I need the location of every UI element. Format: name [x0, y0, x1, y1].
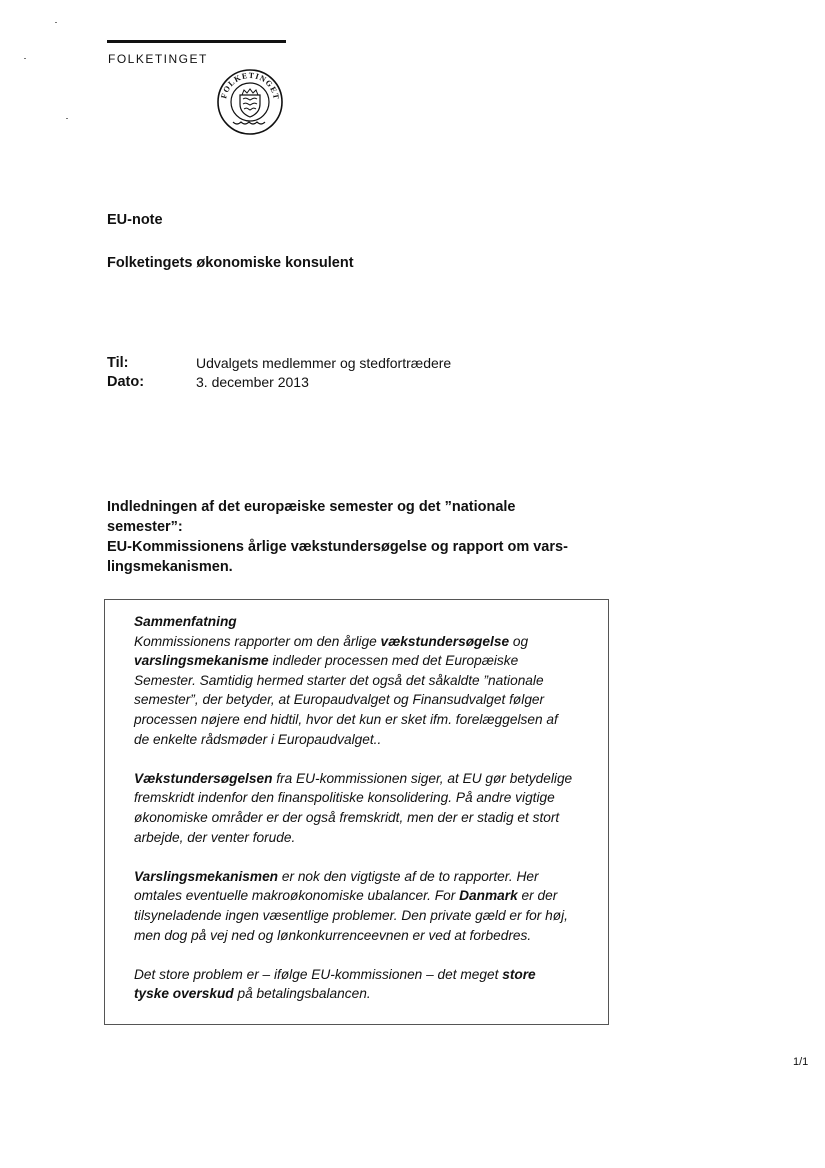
- subject-line-3: lingsmekanismen.: [107, 559, 233, 575]
- emphasized-text: store tyske overskud: [134, 966, 536, 1002]
- scan-speck: [66, 118, 68, 119]
- summary-heading: Sammenfatning: [134, 614, 237, 629]
- date-label: Dato:: [107, 374, 145, 390]
- body-text: Det store problem er – ifølge EU-kommissionen – det meget: [134, 966, 503, 982]
- body-text: indleder processen med det Europæiske Semester. Samtidig hermed starter det også det såkaldte ”nationale semester”, der betyder, at Europaudvalget og Finansudvalget følger processen nøjere end hidtil, hvor det kun er sket ifm. forelæggelsen af de enkelte rådsmøder i Europaudvalget..: [134, 653, 558, 747]
- date-value: 3. december 2013: [196, 374, 309, 390]
- subject-line-2: EU-Kommissionens årlige vækstundersøgelse og rapport om vars-: [107, 539, 568, 555]
- body-text: Kommissionens rapporter om den årlige: [134, 633, 381, 649]
- subject-line-1: Indledningen af det europæiske semester og det ”nationale semester”:: [107, 499, 516, 535]
- emphasized-text: Danmark: [459, 888, 518, 904]
- page-number: 1/1: [793, 1056, 809, 1068]
- header-rule: [107, 40, 286, 43]
- summary-paragraph-4: [134, 965, 574, 1004]
- subject-heading: [107, 497, 587, 577]
- summary-paragraph-2: [134, 769, 574, 847]
- summary-box: [104, 599, 609, 1025]
- emphasized-text: Varslingsmekanismen: [134, 868, 279, 884]
- summary-paragraph-3: [134, 867, 574, 945]
- note-type-heading: EU-note: [107, 212, 163, 228]
- to-value: Udvalgets medlemmer og stedfortrædere: [196, 355, 452, 371]
- body-text: er der tilsyneladende ingen væsentlige problemer. Den private gæld er for høj, men dog på vej ned og lønkonkurrenceevnen er ved at forbedres.: [134, 888, 568, 943]
- emphasized-text: vækstundersøgelse: [380, 633, 510, 649]
- body-text: og: [509, 633, 529, 649]
- emphasized-text: Vækstundersøgelsen: [134, 770, 273, 786]
- to-label: Til:: [107, 355, 129, 371]
- sender-heading: Folketingets økonomiske konsulent: [107, 255, 354, 271]
- summary-paragraph-1: [134, 632, 574, 750]
- organization-name: FOLKETINGET: [108, 52, 208, 66]
- body-text: fra EU-kommissionen siger, at EU gør betydelige fremskridt indenfor den finanspolitiske konsolidering. På andre vigtige økonomiske områder er der også fremskridt, men der er stadig et stort arbejde, der venter forude.: [134, 770, 573, 845]
- scan-speck: [24, 58, 26, 59]
- svg-text:FOLKETINGET: FOLKETINGET: [219, 70, 282, 101]
- folketinget-seal-icon: [216, 68, 284, 136]
- emphasized-text: varslingsmekanisme: [134, 653, 269, 669]
- scan-speck: [55, 22, 57, 23]
- body-text: på betalingsbalancen.: [233, 986, 371, 1002]
- body-text: er nok den vigtigste af de to rapporter. Her omtales eventuelle makroøkonomiske ubalancer. For: [134, 868, 539, 904]
